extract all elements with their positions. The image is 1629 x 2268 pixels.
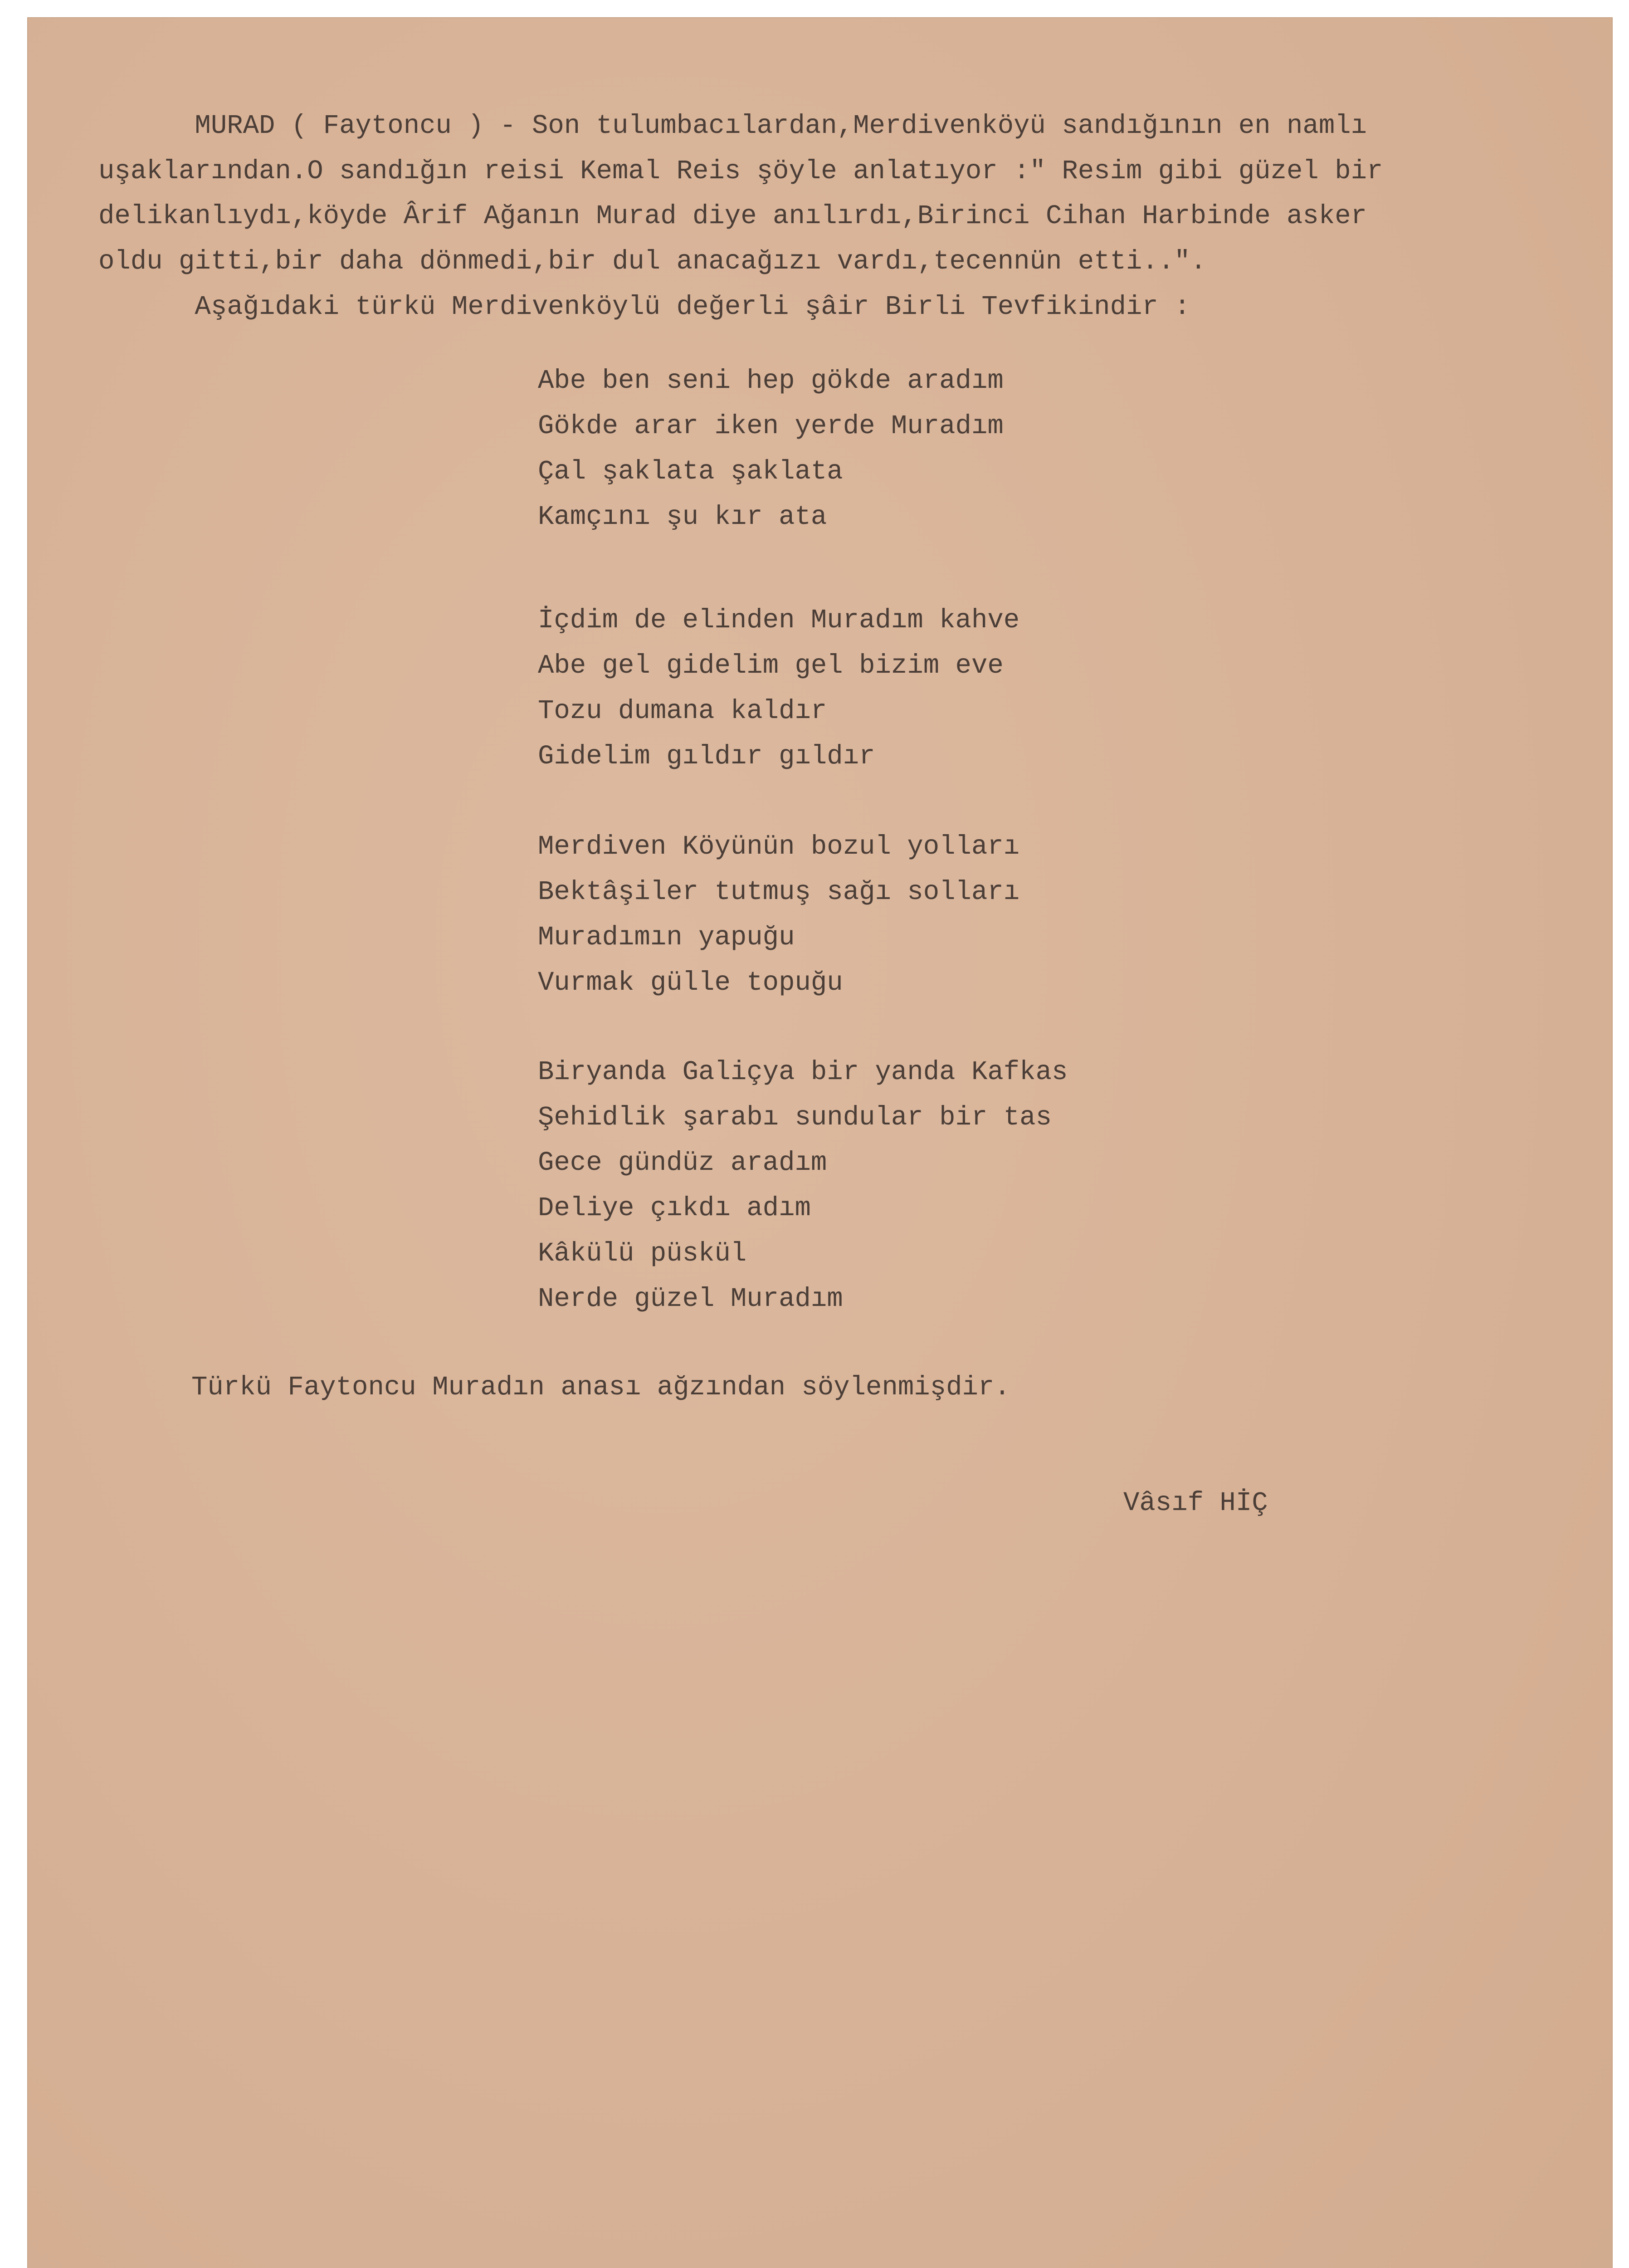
document-page [27,17,1613,2268]
verse-line: Gidelim gıldır gıldır [538,741,875,772]
paragraph-line: uşaklarından.O sandığın reisi Kemal Reis şöyle anlatıyor :" Resim gibi güzel bir [98,156,1383,186]
verse-line: Muradımın yapuğu [538,922,795,953]
verse-line: Abe gel gidelim gel bizim eve [538,650,1004,681]
verse-line: Gökde arar iken yerde Muradım [538,411,1004,441]
paragraph-line: MURAD ( Faytoncu ) - Son tulumbacılardan,Merdivenköyü sandığının en namlı [98,111,1367,141]
paragraph-line: delikanlıydı,köyde Ârif Ağanın Murad diye anılırdı,Birinci Cihan Harbinde asker [98,201,1367,231]
verse-line: Çal şaklata şaklata [538,456,843,487]
signature: Vâsıf HİÇ [1123,1488,1268,1518]
verse-line: Kamçını şu kır ata [538,502,827,532]
closing-note: Türkü Faytoncu Muradın anası ağzından söylenmişdir. [191,1372,1010,1403]
verse-line: Deliye çıkdı adım [538,1193,811,1223]
verse-line: Bektâşiler tutmuş sağı solları [538,877,1020,907]
verse-line: Vurmak gülle topuğu [538,968,843,998]
verse-line: Abe ben seni hep gökde aradım [538,366,1004,396]
verse-line: Şehidlik şarabı sundular bir tas [538,1102,1052,1133]
verse-line: İçdim de elinden Muradım kahve [538,605,1020,635]
paragraph-line: Aşağıdaki türkü Merdivenköylü değerli şâir Birli Tevfikindir : [98,292,1190,322]
verse-line: Kâkülü püskül [538,1238,747,1269]
paragraph-line: oldu gitti,bir daha dönmedi,bir dul anacağızı vardı,tecennün etti..". [98,246,1206,277]
verse-line: Gece gündüz aradım [538,1148,827,1178]
verse-line: Biryanda Galiçya bir yanda Kafkas [538,1057,1068,1087]
verse-line: Tozu dumana kaldır [538,696,827,726]
verse-line: Merdiven Köyünün bozul yolları [538,831,1020,862]
verse-line: Nerde güzel Muradım [538,1284,843,1314]
